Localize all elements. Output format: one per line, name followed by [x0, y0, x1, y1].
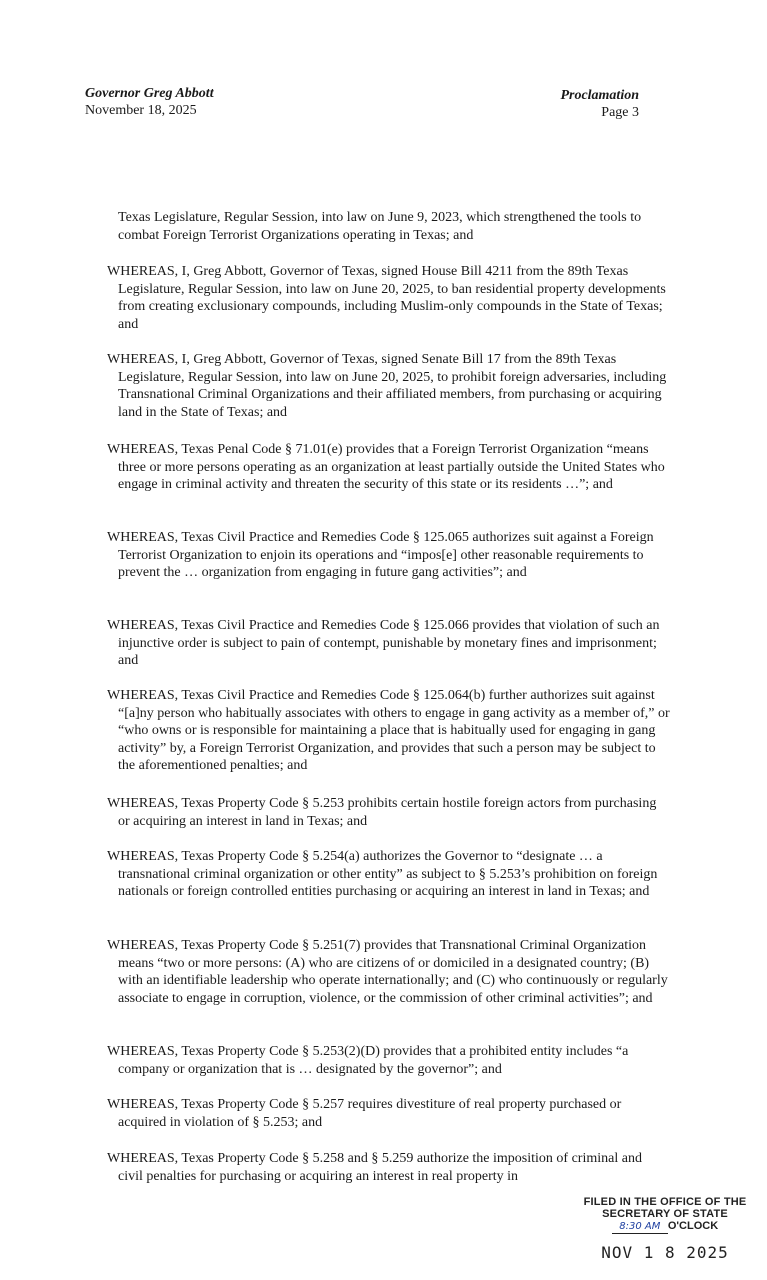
whereas-paragraph: WHEREAS, Texas Property Code § 5.253 prohibits certain hostile foreign actors from purchasing or acquiring an interest in land in Texas; and [107, 796, 657, 829]
governor-name: Governor Greg Abbott [85, 86, 214, 101]
whereas-paragraph: WHEREAS, Texas Civil Practice and Remedies Code § 125.065 authorizes suit against a Foreign Terrorist Organization to enjoin its operations and “impos[e] other reasonable requirements to prevent the … organization from engaging in future gang activities”; and [107, 530, 654, 580]
whereas-paragraph: WHEREAS, I, Greg Abbott, Governor of Texas, signed Senate Bill 17 from the 89th Texas Legislature, Regular Session, into law on June 20, 2025, to prohibit foreign adversaries, including Transnational Criminal Organizations and their affiliated members, from purchasing or acquiring land in the State of Texas; and [107, 352, 667, 420]
handwritten-time: 8:30 AM [612, 1220, 668, 1234]
continued-paragraph: Texas Legislature, Regular Session, into law on June 9, 2023, which strengthened the tools to combat Foreign Terrorist Organizations operating in Texas; and [118, 210, 642, 243]
stamp-line-2: SECRETARY OF STATE [602, 1208, 728, 1220]
filed-stamp [575, 1196, 755, 1262]
header-left [85, 85, 214, 119]
page-number: Page 3 [601, 105, 639, 120]
whereas-paragraph: WHEREAS, Texas Civil Practice and Remedies Code § 125.064(b) further authorizes suit against “[a]ny person who habitually associates with others to engage in gang activity as a member of,” or “who owns or is responsible for maintaining a place that is habitually used for engaging in gang activity” by, a Foreign Terrorist Organization, and provides that such a person may be subject to the aforementioned penalties; and [107, 688, 670, 773]
whereas-paragraph: WHEREAS, I, Greg Abbott, Governor of Texas, signed House Bill 4211 from the 89th Texas Legislature, Regular Session, into law on June 20, 2025, to ban residential property developments from creating exclusionary compounds, including Muslim-only compounds in the State of Texas; and [107, 264, 666, 332]
whereas-paragraph: WHEREAS, Texas Property Code § 5.254(a) authorizes the Governor to “designate … a transnational criminal organization or other entity” as subject to § 5.253’s prohibition on foreign nationals or foreign controlled entities purchasing or acquiring an interest in land in Texas; and [107, 849, 658, 899]
whereas-paragraph: WHEREAS, Texas Property Code § 5.251(7) provides that Transnational Criminal Organization means “two or more persons: (A) who are citizens of or domiciled in a designated country; (B) with an identifiable leadership who operate internationally; and (C) who continuously or regularly associate to engage in corruption, violence, or the commission of other criminal activities”; and [107, 938, 668, 1006]
document-type: Proclamation [560, 88, 639, 103]
header-right [540, 87, 639, 121]
stamp-time [575, 1220, 755, 1234]
whereas-paragraph: WHEREAS, Texas Property Code § 5.258 and § 5.259 authorize the imposition of criminal and civil penalties for purchasing or acquiring an interest in real property in [107, 1151, 642, 1184]
whereas-paragraph: WHEREAS, Texas Property Code § 5.257 requires divestiture of real property purchased or acquired in violation of § 5.253; and [107, 1097, 622, 1130]
whereas-paragraph: WHEREAS, Texas Penal Code § 71.01(e) provides that a Foreign Terrorist Organization “means three or more persons operating as an organization at least partially outside the United States who engage in criminal activity and threaten the security of this state or its residents …”; and [107, 442, 665, 492]
document-date: November 18, 2025 [85, 103, 197, 118]
stamp-date: NOV 1 8 2025 [601, 1243, 729, 1262]
stamp-oclock: O'CLOCK [667, 1220, 719, 1232]
stamp-line-1: FILED IN THE OFFICE OF THE [583, 1196, 747, 1208]
whereas-paragraph: WHEREAS, Texas Civil Practice and Remedies Code § 125.066 provides that violation of such an injunctive order is subject to pain of contempt, punishable by monetary fines and imprisonment; and [107, 618, 660, 668]
whereas-paragraph: WHEREAS, Texas Property Code § 5.253(2)(D) provides that a prohibited entity includes “a company or organization that is … designated by the governor”; and [107, 1044, 629, 1077]
